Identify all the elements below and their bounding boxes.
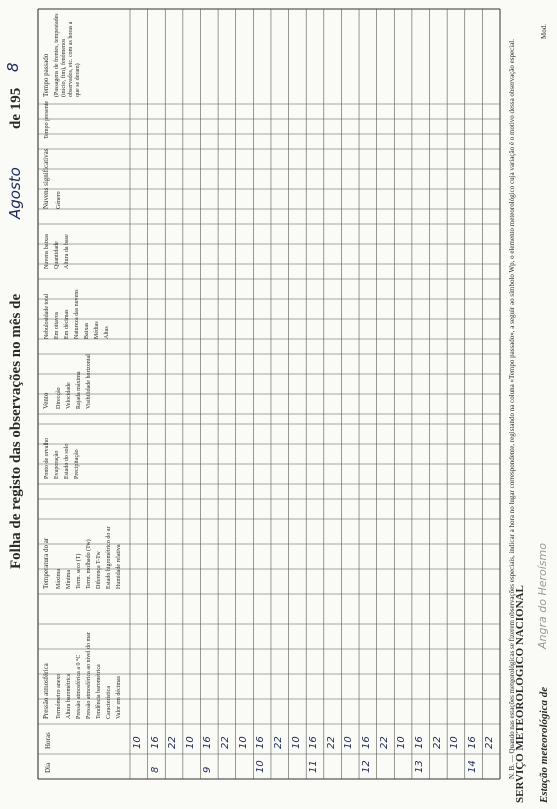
col-tempo-passado: Tempo passado	[42, 53, 50, 97]
station-value: Angra do Heroísmo	[536, 543, 549, 649]
col-genero: Género	[56, 191, 62, 209]
col-visibilidade: Visibilidade horizontal	[86, 354, 92, 409]
day-cell: 10	[255, 760, 267, 773]
col-nebulosidade: Nebulosidade total	[44, 293, 50, 339]
year-prefix: de 195	[8, 87, 24, 129]
hour-cell: 10	[132, 736, 143, 749]
col-baixas: Baixas	[84, 322, 90, 339]
col-evaporacao: Evaporação	[54, 450, 60, 479]
col-altura-base: Altura da base	[64, 234, 70, 269]
col-dia: Dia	[44, 762, 52, 773]
col-pressao: Pressão atmosférica	[42, 663, 50, 719]
col-direccao: Direcção	[56, 387, 62, 409]
col-tempo-presente: Tempo presente	[44, 100, 50, 139]
hour-cell: 22	[431, 736, 443, 749]
day-cell: 8	[149, 766, 161, 773]
col-medias: Médias	[94, 321, 100, 339]
hour-cell: 22	[484, 736, 496, 749]
col-natureza-nuvens: Natureza das nuvens	[74, 289, 80, 339]
col-termometro-anexo: Termómetro anexo	[56, 673, 62, 719]
hour-cell: 16	[413, 736, 425, 749]
year-value: 8	[4, 62, 22, 72]
col-orvalho: Ponto de orvalho	[44, 438, 50, 479]
col-caracteristica: Característica	[106, 686, 112, 719]
day-cell: 9	[202, 766, 214, 773]
col-horas: Horas	[44, 732, 52, 749]
hour-cell: 16	[255, 736, 267, 749]
col-diferenca: Diferença T-Tw	[96, 551, 102, 589]
hour-cell: 10	[449, 736, 461, 749]
hour-cell: 22	[272, 736, 284, 749]
col-rajada: Rajada máxima	[76, 371, 82, 409]
hour-cell: 22	[378, 736, 390, 749]
col-pressao-mar: Pressão atmosférica ao nível do mar	[86, 632, 92, 719]
page-title: Folha de registo das observações no mês de	[8, 293, 24, 569]
col-nuvens-significativas: Nuvens significativas	[42, 148, 50, 209]
hour-cell: 16	[361, 736, 373, 749]
hour-cell: 10	[396, 736, 408, 749]
day-cell: 12	[361, 760, 373, 773]
col-molhado: Term. molhado (Tw)	[86, 539, 92, 589]
hour-cell: 22	[325, 736, 337, 749]
hour-cell: 10	[237, 736, 249, 749]
hour-cell: 16	[202, 736, 214, 749]
col-em-decimas: Em décimas	[64, 309, 70, 339]
col-altas: Altas	[104, 326, 110, 339]
col-estado-solo: Estado do solo	[64, 443, 70, 479]
col-tendencia: Tendência barométrica	[96, 664, 102, 719]
col-velocidade: Velocidade	[66, 382, 72, 409]
col-vento: Vento	[42, 392, 50, 409]
day-cell: 14	[466, 760, 478, 773]
col-temperatura: Temperatura do ar	[42, 537, 50, 589]
col-altura-barometrica: Altura barométrica	[66, 673, 72, 719]
day-cell: 13	[413, 760, 425, 773]
col-precipitacao: Precipitação	[74, 449, 80, 479]
day-cell: 11	[308, 760, 320, 773]
hour-cell: 10	[343, 736, 355, 749]
station-label: Estação meteorológica de	[538, 686, 550, 803]
col-quantidade: Quantidade	[54, 241, 60, 269]
col-estado-higrometrico: Estado higrométrico do ar	[106, 526, 112, 589]
col-maxima: Máxima	[56, 569, 62, 589]
service-name: SERVIÇO METEOROLÓGICO NACIONAL	[514, 585, 526, 803]
month-value: Agosto	[6, 167, 24, 219]
hour-cell: 16	[466, 736, 478, 749]
col-seco: Term. seco (T)	[76, 553, 82, 589]
col-pressao-reduzida: Pressão atmosférica a 0 °C	[76, 654, 82, 719]
hour-cell: 16	[149, 736, 161, 749]
col-nuvens-baixas: Nuvens baixas	[44, 233, 50, 269]
hour-cell: 16	[308, 736, 320, 749]
col-humidade: Humidade relativa	[116, 544, 122, 589]
footnote: N. B. — Quando nas estações meteorológicas se fizerem observações especiais, indicar a hora no lugar correspondente, registando na coluna «Tempo passado», a seguir ao símbolo Wp, o elemento meteorológico cuja variação é o motivo dessa observação especial.	[508, 39, 516, 779]
hour-cell: 10	[290, 736, 302, 749]
form-code: Mod.	[540, 24, 548, 39]
col-tempo-passado-desc: (Passagens de frentes, tempestades (início, fim), fenómenos observados, etc. com as horas a que se deram)	[54, 13, 81, 97]
col-valor: Valor em décimas	[116, 676, 122, 719]
hour-cell: 22	[167, 736, 179, 749]
hour-cell: 22	[220, 736, 232, 749]
col-em-oitavos: Em oitavos	[54, 311, 60, 339]
col-minima: Mínima	[66, 570, 72, 589]
hour-cell: 10	[184, 736, 196, 749]
